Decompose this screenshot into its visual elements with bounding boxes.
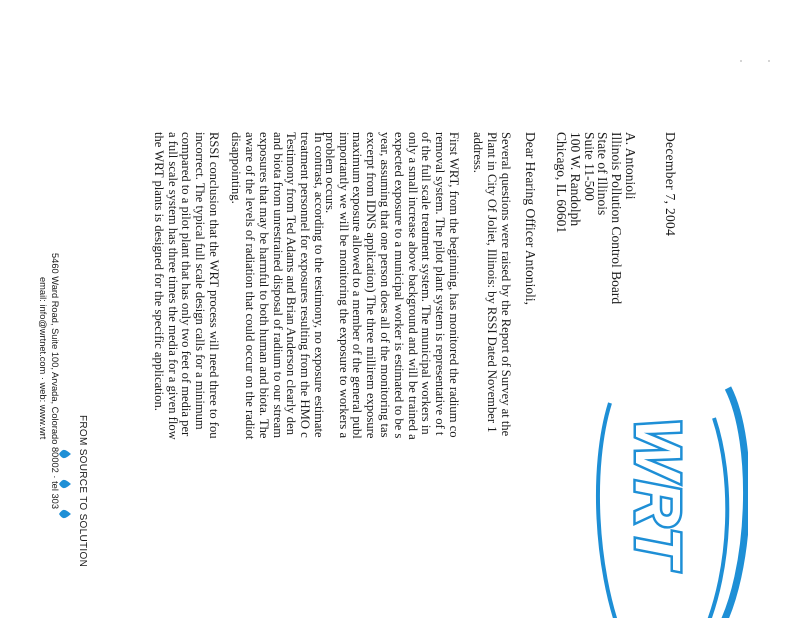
paragraph-line: incorrect. The typical full scale design calls for a minimum: [193, 132, 208, 430]
address-line: 100 W. Randolph: [567, 132, 583, 227]
paragraph-line: excerpt from IDNS application) The three millirem exposure: [364, 132, 379, 439]
paragraph-line: exposures that may be harmful to both human and biota. The: [256, 132, 271, 439]
paragraph-line: maximum exposure allowed to a member of the general publ: [350, 132, 365, 439]
paragraph-line: a full scale system has three times the media for a given flow: [165, 132, 180, 440]
paragraph-4: [151, 132, 220, 440]
paragraph-line: In contrast, according to the testimony, no exposure estimate: [312, 132, 326, 438]
paragraph-line: Plant in City Of Joliet, Illinois: by RSSI Dated November 1: [485, 132, 500, 433]
footer-tagline: FROM SOURCE TO SOLUTION: [77, 415, 88, 568]
letter-date: December 7, 2004: [663, 132, 678, 237]
paragraph-line: RSSI conclusion that the WRT process will need three to fou: [207, 132, 221, 439]
logo-top-arc: [718, 388, 747, 618]
paragraph-1: [471, 132, 512, 436]
paragraph-line: importantly we will be monitoring the exposure to workers a: [336, 132, 351, 439]
logo-inner-arc: [704, 418, 727, 618]
paragraph-line: only a small increase above background and will be trained a: [405, 132, 420, 440]
footer-address: 5460 Ward Road, Suite 100, Arvada, Colorado 80002 · tel 303: [50, 253, 60, 510]
address-line: Chicago, IL 60601: [554, 132, 570, 234]
paragraph-line: the WRT plants is designed for the specific application.: [151, 132, 166, 411]
droplet-icon: [59, 450, 71, 458]
paragraph-line: address.: [471, 132, 486, 173]
droplet-icon: [59, 510, 71, 518]
paragraph-line: disappointing.: [229, 132, 244, 204]
paragraph-line: treatment personnel for exposures resulting from the HMO c: [298, 132, 313, 438]
paragraph-line: problem occurs.: [322, 132, 337, 214]
salutation: Dear Hearing Officer Antonioli,: [523, 132, 538, 305]
droplet-icon: [59, 480, 71, 488]
scan-speck: [768, 60, 770, 62]
paragraph-2: [322, 132, 460, 440]
paragraph-line: aware of the levels of radiation that could occur on the radiot: [243, 132, 258, 440]
paragraph-line: First WRT, from the beginning, has monitored the radium co: [447, 132, 461, 438]
paragraph-line: and biota from unrestrained disposal of radium to our stream: [270, 132, 285, 439]
paragraph-line: removal system. The pilot plant system is representative of t: [433, 132, 448, 436]
paragraph-line: Several questions were raised by the Report of Survey at the: [499, 132, 513, 437]
paragraph-line: expected exposure to a municipal worker is estimated to be s: [391, 132, 406, 439]
recipient-address: [554, 132, 637, 304]
footer-contact: email: info@wrtnet.com · web: www.wrt: [38, 277, 48, 440]
paragraph-line: compared to a pilot plant that has only two feet of media per: [179, 132, 194, 437]
scan-speck: [740, 60, 742, 62]
logo-text: WRT: [622, 418, 694, 569]
paragraph-line: of the full scale treatment system. The municipal workers in: [419, 132, 434, 435]
address-line: Suite 11-500: [581, 132, 597, 201]
wrt-logo: [578, 348, 748, 618]
droplet-icons: [58, 442, 72, 602]
paragraph-3: [228, 132, 325, 439]
address-line: Illinois Pollution Control Board: [609, 132, 625, 305]
paragraph-line: year, assuming that one person does all of the monitoring tas: [378, 132, 393, 438]
address-line: State of Illinois: [595, 132, 611, 216]
address-line: A. Antonioli: [623, 132, 638, 200]
logo-bottom-arc: [598, 403, 620, 618]
paragraph-line: Testimony from Ted Adams and Brian Anderson clearly den: [284, 132, 299, 435]
